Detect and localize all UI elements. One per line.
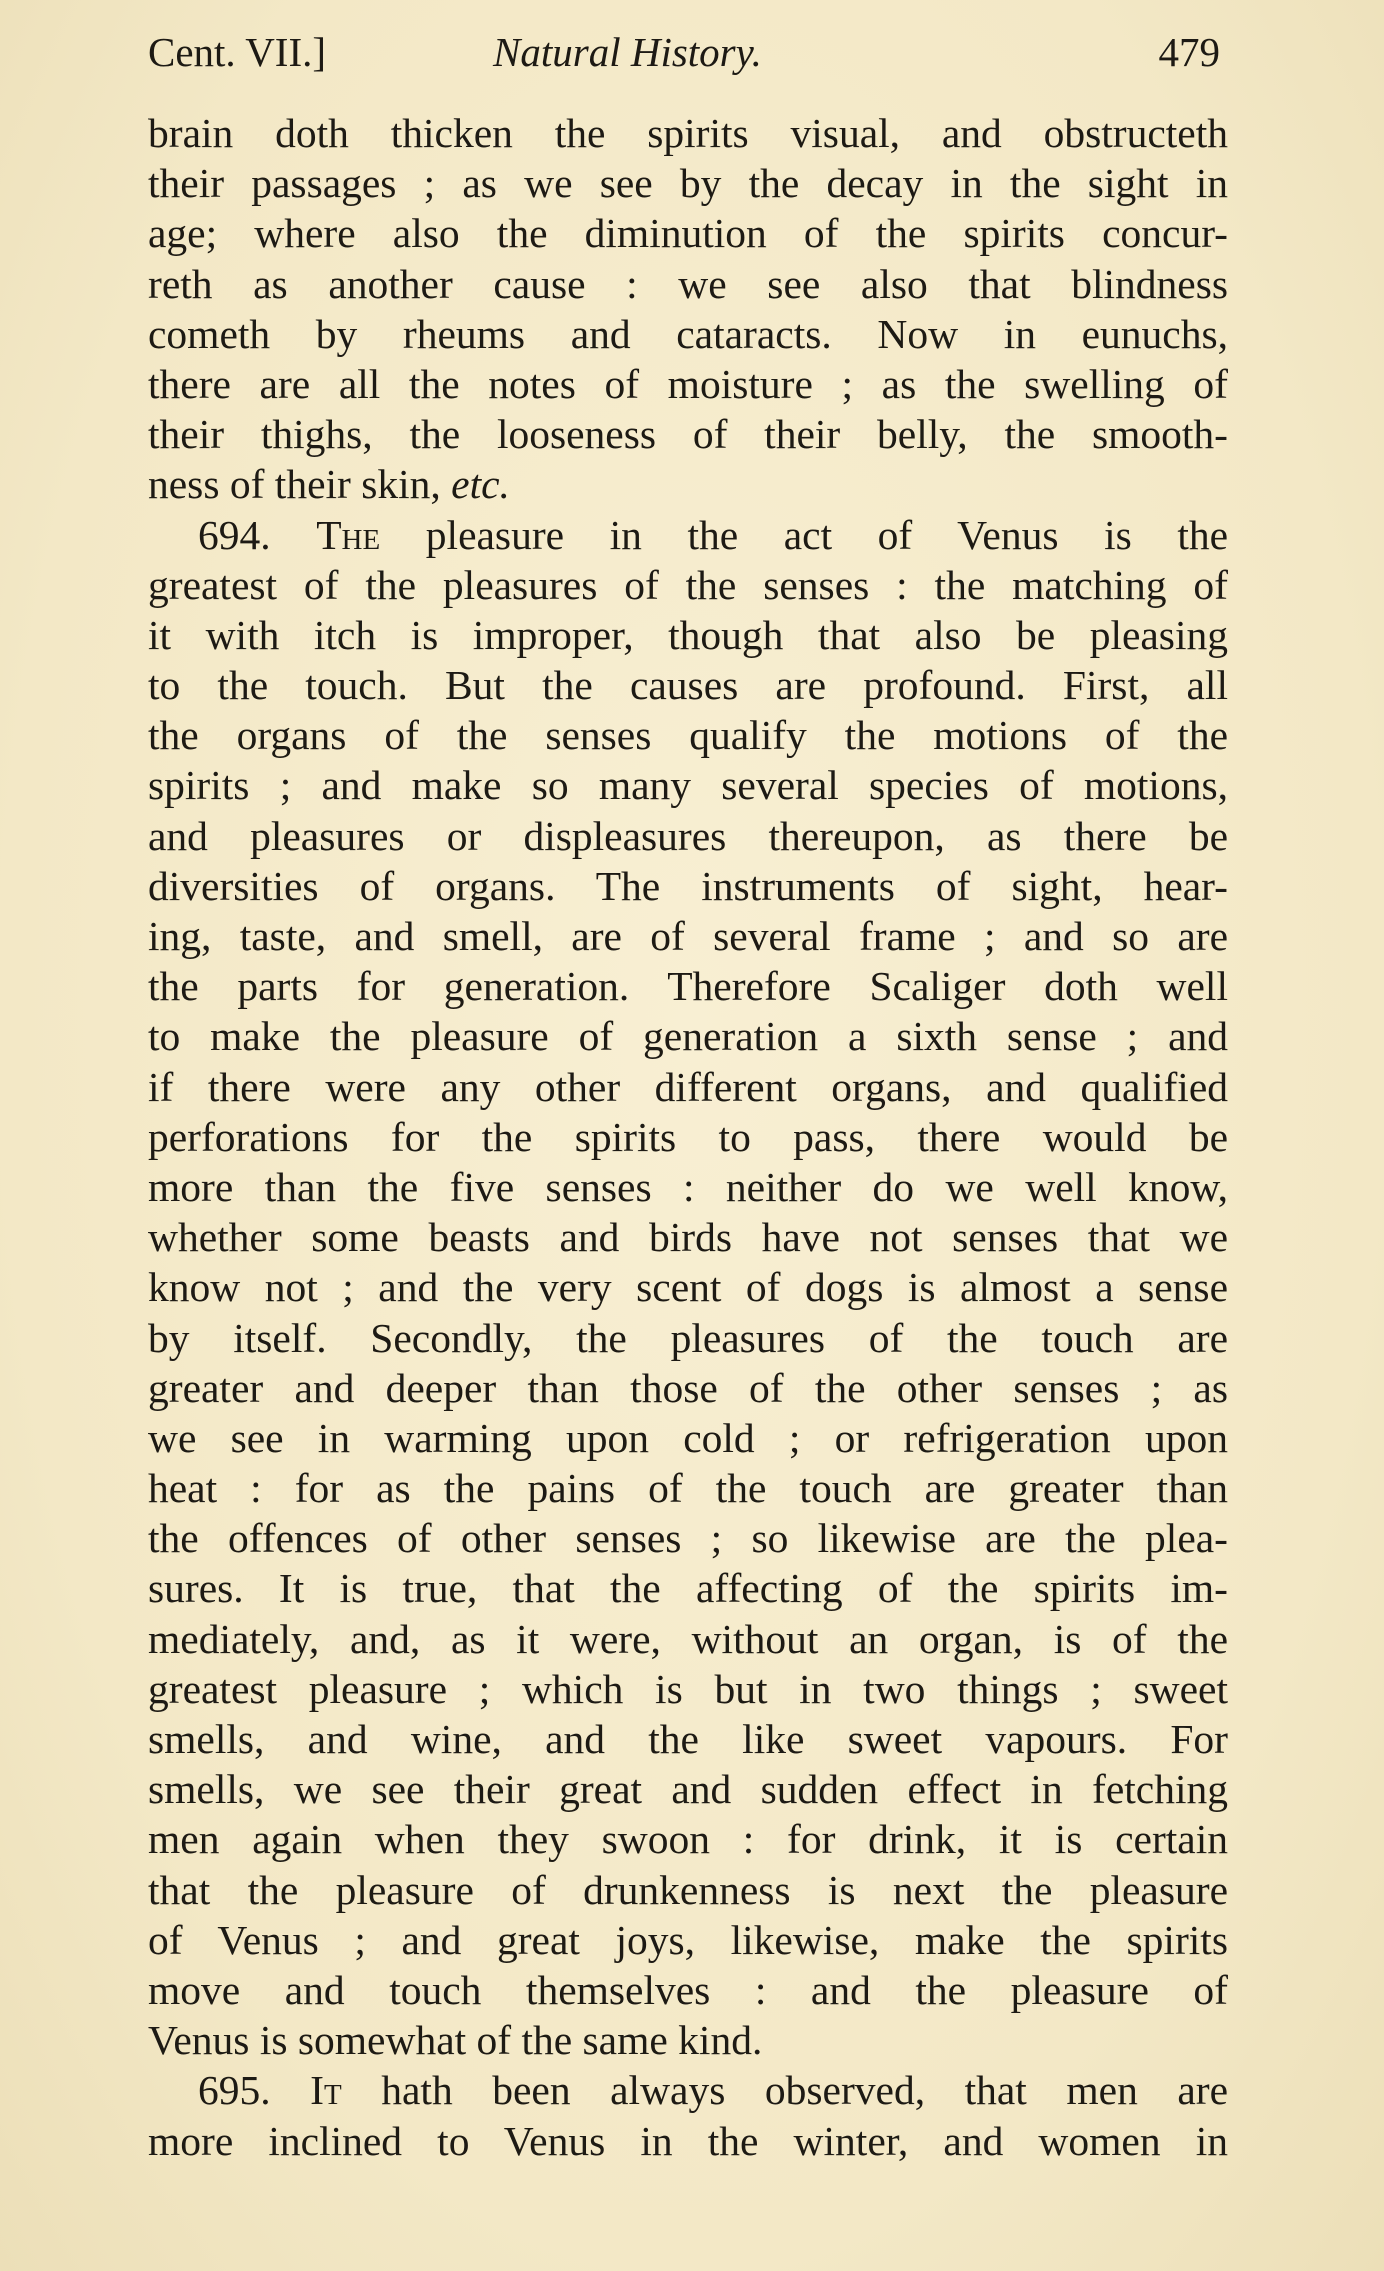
paragraph-opening-text: pleasure in the act of Venus is the <box>425 511 1229 558</box>
text-line: brain doth thicken the spirits visual, and obstructeth <box>148 110 1228 156</box>
text-line: of Venus ; and great joys, likewise, make the spirits <box>148 1916 1228 1963</box>
text-line: spirits ; and make so many several species of motions, <box>148 762 1228 809</box>
text-line: that the pleasure of drunkenness is next the pleasure <box>148 1866 1228 1913</box>
text-line: know not ; and the very scent of dogs is almost a sense <box>148 1264 1228 1311</box>
paragraph-694-opening <box>148 510 1228 560</box>
paragraph-initial: It <box>310 2067 342 2114</box>
text-line: the parts for generation. Therefore Scaliger doth well <box>148 963 1228 1010</box>
text-line: we see in warming upon cold ; or refrigeration upon <box>148 1414 1228 1461</box>
text-line: diversities of organs. The instruments of sight, hear- <box>148 862 1228 909</box>
text-line: Venus is somewhat of the same kind. <box>148 2017 763 2064</box>
text-line: to the touch. But the causes are profound. First, all <box>148 662 1228 709</box>
text-line: there are all the notes of moisture ; as the swelling of <box>148 360 1228 407</box>
text-line: their thighs, the looseness of their belly, the smooth- <box>148 411 1228 458</box>
text-line: heat : for as the pains of the touch are greater than <box>148 1465 1228 1512</box>
header-title: Natural History. <box>493 29 762 75</box>
paragraph-695-opening <box>148 2065 1228 2115</box>
paragraph-opening-text: hath been always observed, that men are <box>381 2067 1229 2114</box>
text-line: if there were any other different organs, and qualified <box>148 1063 1228 1110</box>
text-line: the organs of the senses qualify the motions of the <box>148 712 1228 759</box>
text-line: mediately, and, as it were, without an organ, is of the <box>148 1615 1228 1662</box>
text-line-content: ness of their skin, <box>148 461 452 508</box>
page-number: 479 <box>1158 29 1220 75</box>
text-line: men again when they swoon : for drink, it is certain <box>148 1816 1228 1863</box>
text-line <box>148 459 1228 509</box>
text-line: the offences of other senses ; so likewise are the plea- <box>148 1515 1228 1562</box>
text-line: whether some beasts and birds have not senses that we <box>148 1214 1228 1261</box>
text-line: by itself. Secondly, the pleasures of the touch are <box>148 1314 1228 1361</box>
text-line: greater and deeper than those of the other senses ; as <box>148 1364 1228 1411</box>
text-line: their passages ; as we see by the decay in the sight in <box>148 160 1228 207</box>
text-line: sures. It is true, that the affecting of the spirits im- <box>148 1565 1228 1612</box>
paragraph-number: 694. <box>198 511 271 558</box>
text-line: to make the pleasure of generation a sixth sense ; and <box>148 1013 1228 1060</box>
text-line: greatest pleasure ; which is but in two things ; sweet <box>148 1665 1228 1712</box>
text-line: smells, we see their great and sudden effect in fetching <box>148 1766 1228 1813</box>
body-text <box>148 108 1228 2166</box>
text-line: it with itch is improper, though that also be pleasing <box>148 611 1228 658</box>
paragraph-number: 695. <box>198 2067 271 2114</box>
text-line: greatest of the pleasures of the senses : the matching of <box>148 561 1228 608</box>
text-line: and pleasures or displeasures thereupon, as there be <box>148 812 1228 859</box>
text-line: more inclined to Venus in the winter, and women in <box>148 2117 1228 2164</box>
text-line: perforations for the spirits to pass, there would be <box>148 1113 1228 1160</box>
text-line: more than the five senses : neither do we well know, <box>148 1163 1228 1210</box>
header-century: Cent. VII.] <box>148 29 327 75</box>
text-line: move and touch themselves : and the pleasure of <box>148 1966 1228 2013</box>
text-line: smells, and wine, and the like sweet vapours. For <box>148 1716 1228 1762</box>
text-line: age; where also the diminution of the spirits concur- <box>148 210 1228 257</box>
text-line: ing, taste, and smell, are of several frame ; and so are <box>148 913 1228 959</box>
paragraph-initial: The <box>316 511 381 558</box>
text-line: reth as another cause : we see also that blindness <box>148 260 1228 307</box>
italic-etc: etc. <box>451 461 510 508</box>
text-line: cometh by rheums and cataracts. Now in eunuchs, <box>148 310 1228 357</box>
running-header <box>148 28 1220 84</box>
